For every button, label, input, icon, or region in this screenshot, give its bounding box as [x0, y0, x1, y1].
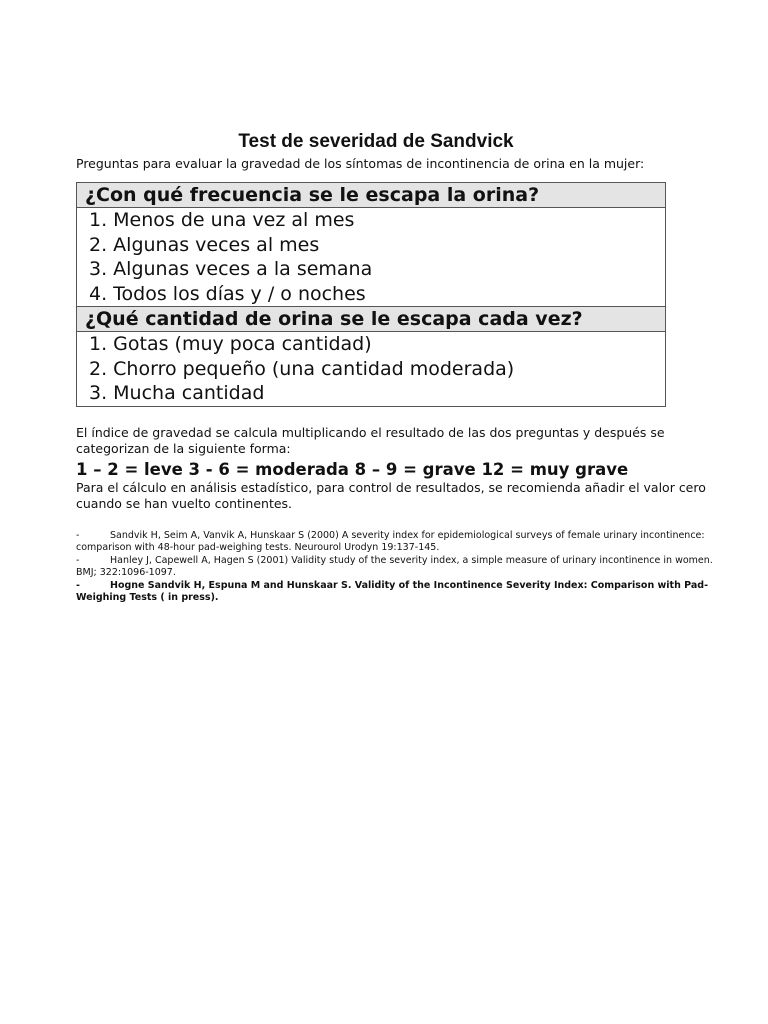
index-explanation: El índice de gravedad se calcula multiplicando el resultado de las dos preguntas y después se categorizan de la siguiente forma:: [76, 424, 665, 456]
references-list: [76, 530, 716, 605]
reference-item: - Hogne Sandvik H, Espuna M and Hunskaar S. Validity of the Incontinence Severity Index: Comparison with Pad-Weighing Tests ( in press).: [76, 579, 709, 603]
question-1-heading: ¿Con qué frecuencia se le escapa la orina?: [77, 183, 666, 208]
questionnaire-table: [76, 182, 666, 407]
question-1-option: 3. Algunas veces a la semana: [89, 258, 373, 280]
question-2-heading: ¿Qué cantidad de orina se le escapa cada vez?: [77, 307, 666, 332]
reference-item: - Sandvik H, Seim A, Vanvik A, Hunskaar S (2000) A severity index for epidemiological surveys of female urinary incontinence: comparison with 48-hour pad-weighing tests. Neurourol Urodyn 19:137-145.: [76, 529, 705, 553]
subtitle: Preguntas para evaluar la gravedad de los síntomas de incontinencia de orina en la mujer:: [76, 156, 645, 171]
question-1-option: 1. Menos de una vez al mes: [89, 209, 355, 231]
page-title: Test de severidad de Sandvick: [238, 131, 514, 152]
document-page: [76, 130, 713, 605]
question-2-option: 2. Chorro pequeño (una cantidad moderada): [89, 357, 515, 380]
question-2-option: 1. Gotas (muy poca cantidad): [89, 333, 372, 355]
question-2-option: 3. Mucha cantidad: [89, 382, 265, 404]
question-1-option: 4. Todos los días y / o noches: [89, 282, 366, 305]
severity-scale: 1 – 2 = leve 3 - 6 = moderada 8 – 9 = grave 12 = muy grave: [76, 459, 629, 479]
question-1-option: 2. Algunas veces al mes: [89, 233, 320, 256]
reference-item: - Hanley J, Capewell A, Hagen S (2001) Validity study of the severity index, a simple measure of urinary incontinence in women. BMJ; 322:1096-1097.: [76, 554, 713, 578]
calculation-note: Para el cálculo en análisis estadístico, para control de resultados, se recomienda añadir el valor cero cuando se han vuelto continentes.: [76, 479, 706, 511]
